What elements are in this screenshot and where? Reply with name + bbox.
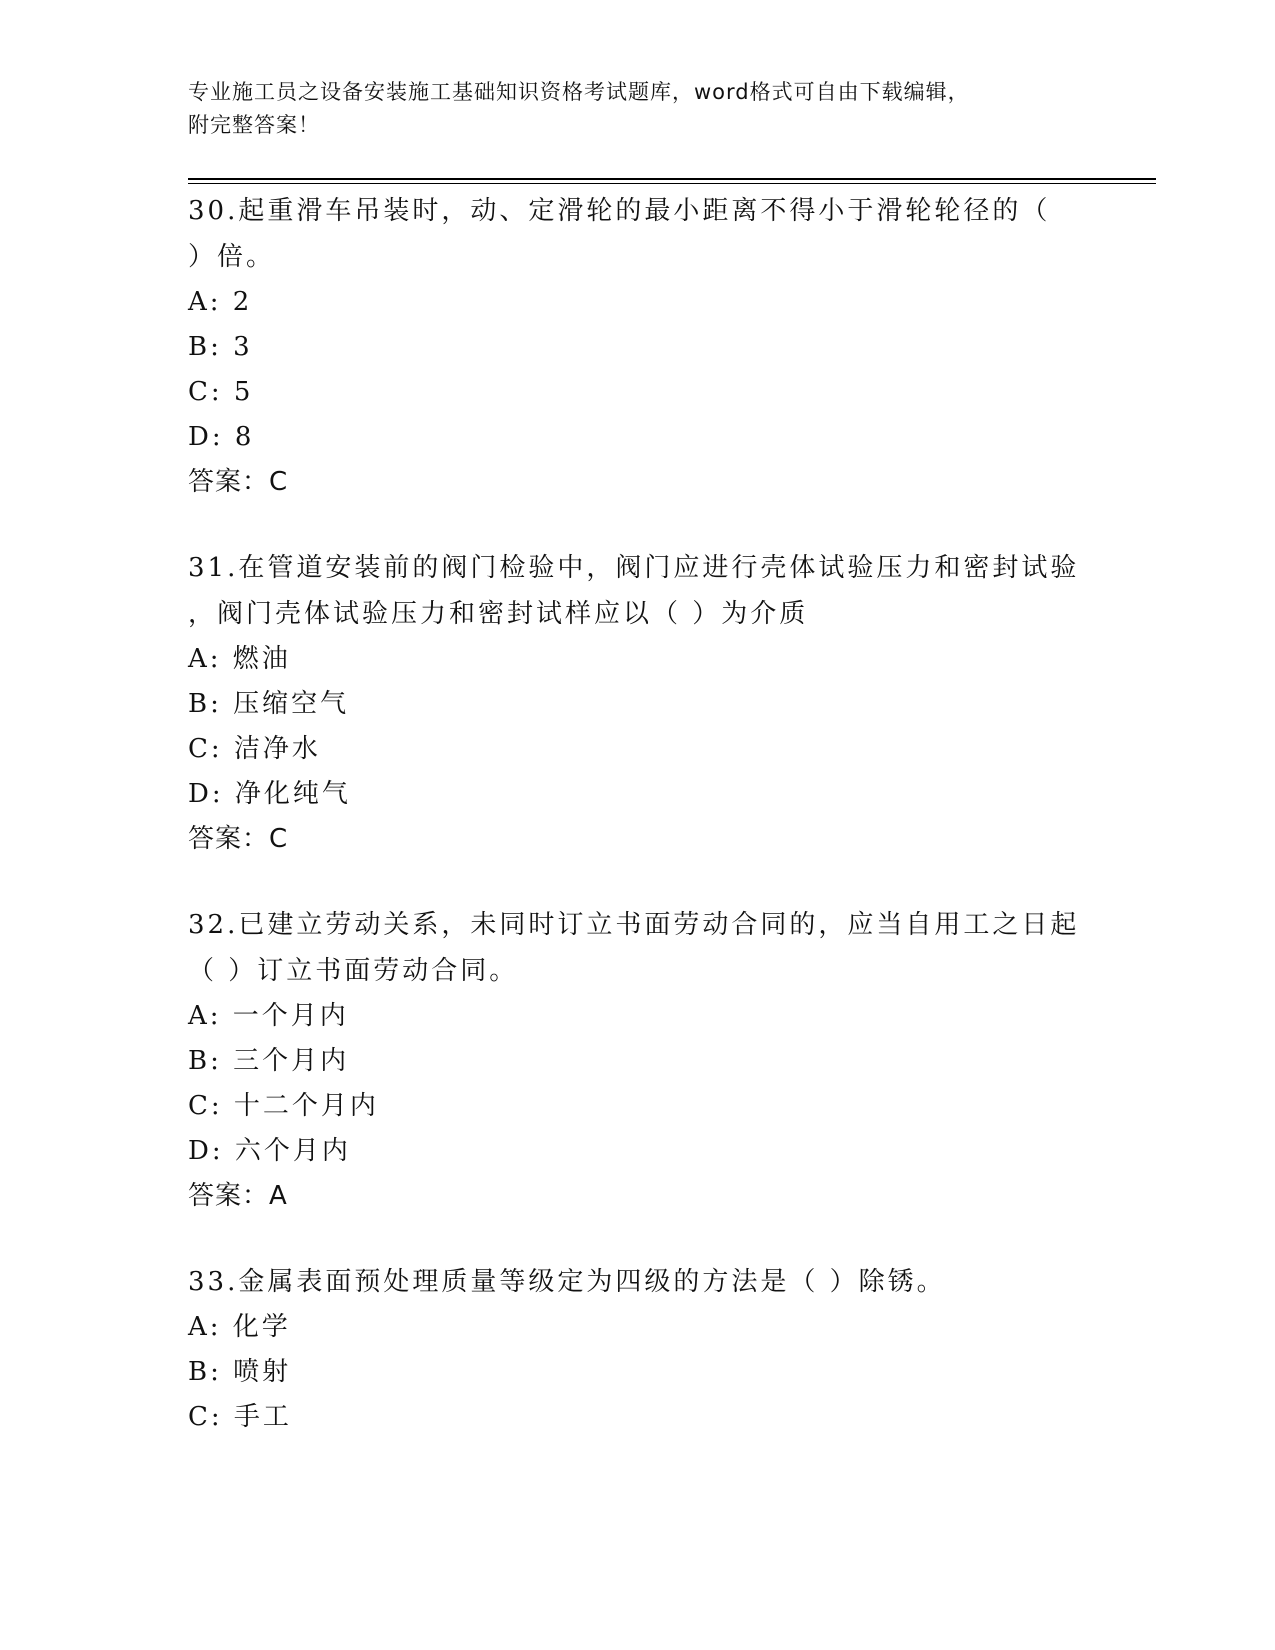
answer-line: 答案：C bbox=[188, 467, 289, 497]
option-d: D: 六个月内 bbox=[188, 1136, 351, 1166]
question-32 bbox=[188, 902, 1088, 1219]
answer-line: 答案：C bbox=[188, 824, 289, 854]
option-a: A: 一个月内 bbox=[188, 1001, 349, 1031]
header-divider-thick bbox=[188, 178, 1156, 180]
option-d: D: 8 bbox=[188, 422, 255, 452]
document-header bbox=[188, 76, 1068, 142]
option-b: B: 3 bbox=[188, 332, 253, 362]
question-stem-continued: ，阀门壳体试验压力和密封试样应以（ ）为介质 bbox=[188, 599, 809, 629]
option-d: D: 净化纯气 bbox=[188, 779, 351, 809]
option-a: A: 燃油 bbox=[188, 644, 291, 674]
option-b: B: 三个月内 bbox=[188, 1046, 350, 1076]
question-33 bbox=[188, 1259, 1088, 1440]
question-list bbox=[188, 188, 1088, 1480]
answer-line: 答案：A bbox=[188, 1181, 288, 1211]
question-stem: 31.在管道安装前的阀门检验中，阀门应进行壳体试验压力和密封试验 bbox=[188, 553, 1080, 583]
option-c: C: 手工 bbox=[188, 1402, 292, 1432]
question-stem: 33.金属表面预处理质量等级定为四级的方法是（ ）除锈。 bbox=[188, 1267, 946, 1297]
option-c: C: 十二个月内 bbox=[188, 1091, 379, 1121]
option-a: A: 2 bbox=[188, 287, 253, 317]
question-30 bbox=[188, 188, 1088, 505]
option-b: B: 压缩空气 bbox=[188, 689, 350, 719]
question-31 bbox=[188, 545, 1088, 862]
option-c: C: 5 bbox=[188, 377, 254, 407]
question-stem: 30.起重滑车吊装时，动、定滑轮的最小距离不得小于滑轮轮径的（ bbox=[188, 196, 1051, 226]
option-b: B: 喷射 bbox=[188, 1357, 292, 1387]
question-stem-continued: （ ）订立书面劳动合同。 bbox=[188, 956, 519, 986]
option-a: A: 化学 bbox=[188, 1312, 291, 1342]
question-stem: 32.已建立劳动关系，未同时订立书面劳动合同的，应当自用工之日起 bbox=[188, 910, 1080, 940]
header-line-2: 附完整答案！ bbox=[188, 113, 320, 137]
header-divider-thin bbox=[188, 183, 1156, 184]
question-stem-continued: ）倍。 bbox=[188, 242, 276, 272]
option-c: C: 洁净水 bbox=[188, 734, 321, 764]
header-line-1: 专业施工员之设备安装施工基础知识资格考试题库，word格式可自由下载编辑， bbox=[188, 80, 970, 104]
